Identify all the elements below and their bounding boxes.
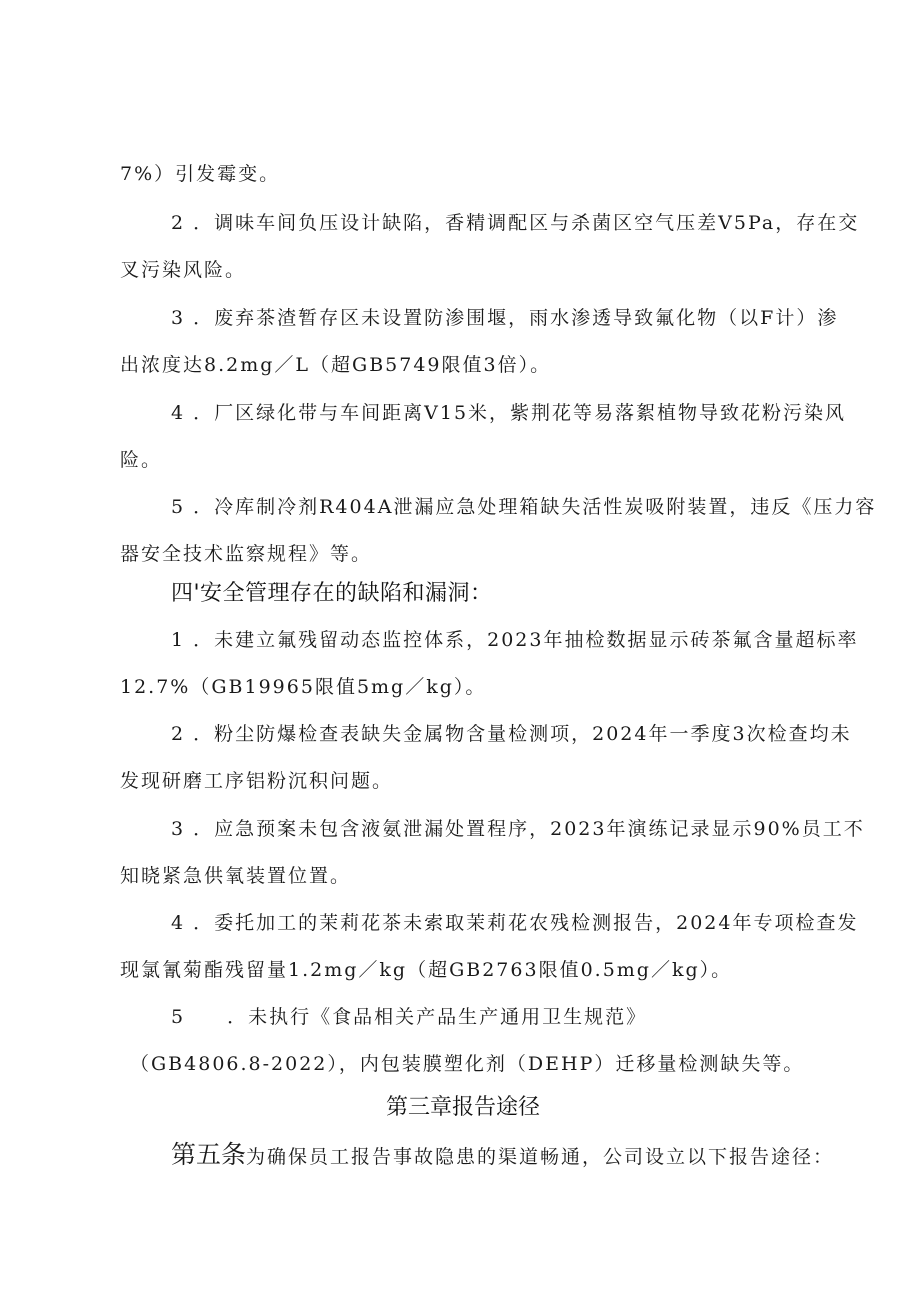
sec4-item-5-line-1: 5 ．未执行《食品相关产品生产通用卫生规范》 bbox=[171, 1006, 648, 1028]
article-5-label: 第五条 bbox=[171, 1140, 247, 1169]
item-3-line-2: 出浓度达8.2mg／L（超GB5749限值3倍）。 bbox=[120, 354, 552, 376]
chapter-title: 第三章报告途径 bbox=[386, 1095, 541, 1120]
item-5-line-2: 器安全技术监察规程》等。 bbox=[120, 543, 373, 565]
item-continuation-line: 7%）引发霉变。 bbox=[120, 163, 281, 185]
item-5-line-1: 5 ．冷库制冷剂R404A泄漏应急处理箱缺失活性炭吸附装置，违反《压力容 bbox=[171, 496, 877, 518]
item-2-line-1: 2 ．调味车间负压设计缺陷，香精调配区与杀菌区空气压差V5Pa，存在交 bbox=[171, 212, 860, 234]
article-5-paragraph bbox=[171, 1138, 834, 1174]
sec4-item-1-line-1: 1 ．未建立氟残留动态监控体系，2023年抽检数据显示砖茶氟含量超标率 bbox=[171, 629, 859, 651]
sec4-item-1-line-2: 12.7%（GB19965限值5mg／kg）。 bbox=[120, 676, 487, 698]
item-3-line-1: 3 ．废弃茶渣暂存区未设置防渗围堰，雨水渗透导致氟化物（以F计）渗 bbox=[171, 307, 839, 329]
sec4-item-5-line-2: （GB4806.8-2022），内包装膜塑化剂（DEHP）迁移量检测缺失等。 bbox=[130, 1053, 805, 1075]
item-4-line-1: 4 ．厂区绿化带与车间距离V15米，紫荆花等易落絮植物导致花粉污染风 bbox=[171, 402, 847, 424]
sec4-item-3-line-1: 3 ．应急预案未包含液氨泄漏处置程序，2023年演练记录显示90%员工不 bbox=[171, 818, 865, 840]
sec4-item-2-line-2: 发现研磨工序铝粉沉积问题。 bbox=[120, 770, 394, 792]
section-4-heading: 四'安全管理存在的缺陷和漏洞： bbox=[171, 581, 493, 606]
item-2-line-2: 叉污染风险。 bbox=[120, 259, 247, 281]
article-5-text: 为确保员工报告事故隐患的渠道畅通，公司设立以下报告途径： bbox=[246, 1146, 835, 1168]
sec4-item-3-line-2: 知晓紧急供氧装置位置。 bbox=[120, 865, 352, 887]
sec4-item-4-line-2: 现氯氰菊酯残留量1.2mg／kg（超GB2763限值0.5mg／kg）。 bbox=[120, 959, 733, 981]
sec4-item-4-line-1: 4 ．委托加工的茉莉花茶未索取茉莉花农残检测报告，2024年专项检查发 bbox=[171, 912, 859, 934]
item-4-line-2: 险。 bbox=[120, 449, 163, 471]
sec4-item-2-line-1: 2 ．粉尘防爆检查表缺失金属物含量检测项，2024年一季度3次检查均未 bbox=[171, 723, 852, 745]
